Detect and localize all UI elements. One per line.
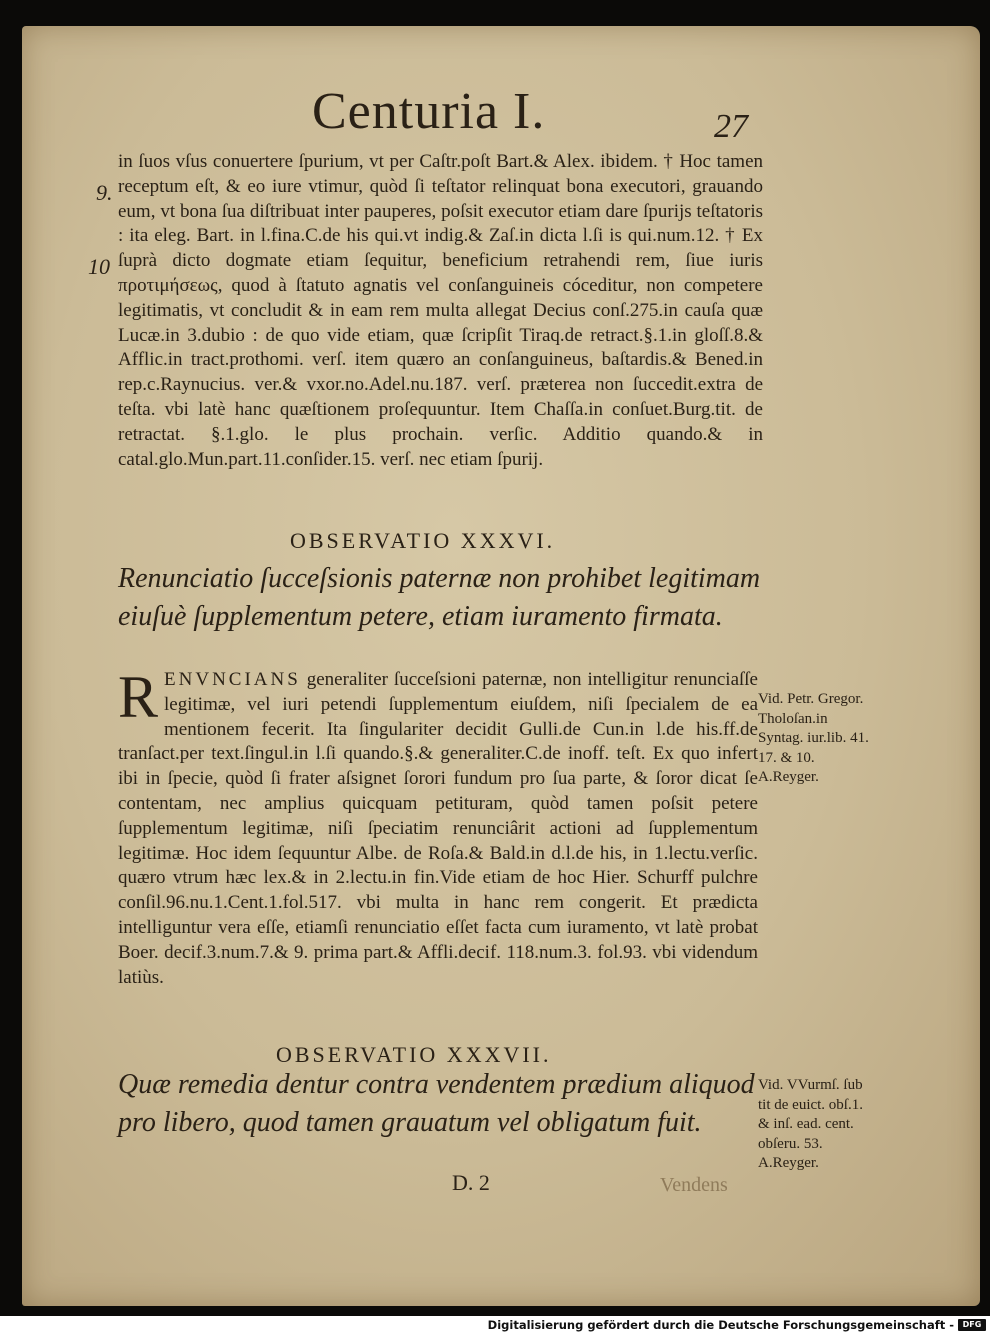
paragraph-block-1: in ſuos vſus conuertere ſpurium, vt per Caſtr.poſt Bart.& Alex. ibidem. † Hoc tamen receptum eſt, & eo iure vtimur, quòd ſi teſtator relinquat bona executori, grauando eum, vt bona ſua diſtribuat inter pauperes, poſsit executor etiam dare ſpurijs teſtatoris : ita eleg. Bart. in l.fina.C.de his qui.vt indig.& Zaſ.in dicta l.ſi is qui.num.12. † Ex ſuprà dicto dogmate etiam ſequitur, beneficium retrahendi rem, ſiue iuris προτιμήσεως, quod à ſtatuto agnatis vel conſanguineis cóceditur, non competere legitimatis, vt concludit & in eam rem multa allegat Decius conſ.275.in cauſa quæ Lucæ.in 3.dubio : de quo vide etiam, quæ ſcripſit Tiraq.de retract.§.1.in gloſſ.8.& Afflic.in tract.prothomi. verſ. item quæro an conſanguineus, baſtardis.& Bened.in rep.c.Raynucius. ver.& vxor.no.Adel.nu.187. verſ. præterea non ſuccedit.extra de teſta. vbi latè hanc quæſtionem proſequuntur. Item Chaſſa.in conſuet.Burg.tit. de retractat. §.1.glo. le plus prochain. verſic. Additio quando.& in catal.glo.Mun.part.11.conſider.15. verſ. nec etiam ſpurij. xyxy=(118,151,763,470)
signature-mark: D. 2 xyxy=(452,1170,490,1195)
paragraph-text: generaliter ſucceſsioni paternæ, non intelligitur renunciaſſe legitimæ, vel iuri petendi ſupplementum eiuſdem, niſi ſpecialem de ea mentionem fecerit. Ita ſingulariter decidit Gulli.de Cun.in l.de his.ff.de tranſact.per text.ſingul.in l.ſi quando.§.& generaliter.C.de inoff. teſt. Ex quo infert ibi in ſpecie, quòd ſi frater aſsignet ſorori fundum pro ſua parte, & ſoror dicat ſe contentam, nec amplius quicquam petituram, quòd tamen poſsit petere ſupplementum legitimæ, niſi ſpeciatim renunciârit actioni ad ſupplementum legitimæ. Hoc idem ſequuntur Albe. de Roſa.& Bald.in d.l.de his, in 1.lectu.verſic. quæro vtrum hæc lex.& in 2.lectu.in fin.Vide etiam de hoc Hier. Schurff pulchre conſil.96.nu.1.Cent.1.fol.517. vbi multa in hanc rem congerit. Et prædicta intelliguntur vera eſſe, etiamſi renunciatio eſſet facta cum iuramento, vt latè probat Boer. decif.3.num.7.& 9. prima part.& Affli.decif. 118.num.3. fol.93. vbi videndum latiùs. xyxy=(118,669,758,988)
side-note-observation-36: Vid. Petr. Gregor. Tholoſan.in Syntag. iur.lib. 41. 17. & 10. A.Reyger. xyxy=(758,691,869,785)
running-head: Centuria I. xyxy=(312,83,546,140)
paragraph-lead-word: ENVNCIANS xyxy=(164,669,301,690)
observation-36-paragraph xyxy=(118,664,758,990)
observation-37-heading: Quæ remedia dentur contra vendentem prædium aliquod pro libero, quod tamen grauatum vel obligatum fuit. xyxy=(118,1069,755,1138)
page-number: 27 xyxy=(714,108,748,145)
side-note-observation-37: Vid. VVurmſ. ſub tit de euict. obſ.1. & inſ. ead. cent. obſeru. 53. A.Reyger. xyxy=(758,1077,863,1171)
book-page xyxy=(22,26,980,1306)
observation-36-heading: Renunciatio ſucceſsionis paternæ non prohibet legitimam eiuſuè ſupplementum petere, etiam iuramento firmata. xyxy=(118,563,761,632)
footer-credit xyxy=(488,1318,986,1332)
observation-36-title: OBSERVATIO XXXVI. xyxy=(290,528,556,553)
observation-37-title: OBSERVATIO XXXVII. xyxy=(276,1042,552,1067)
margin-number-9: 9. xyxy=(96,180,113,205)
dfg-logo-icon: DFG xyxy=(958,1319,986,1331)
drop-cap: R xyxy=(118,664,159,730)
catchword: Vendens xyxy=(660,1174,728,1196)
margin-number-10: 10 xyxy=(88,254,110,279)
footer-text: Digitalisierung gefördert durch die Deutsche Forschungsgemeinschaft - xyxy=(487,1318,954,1332)
